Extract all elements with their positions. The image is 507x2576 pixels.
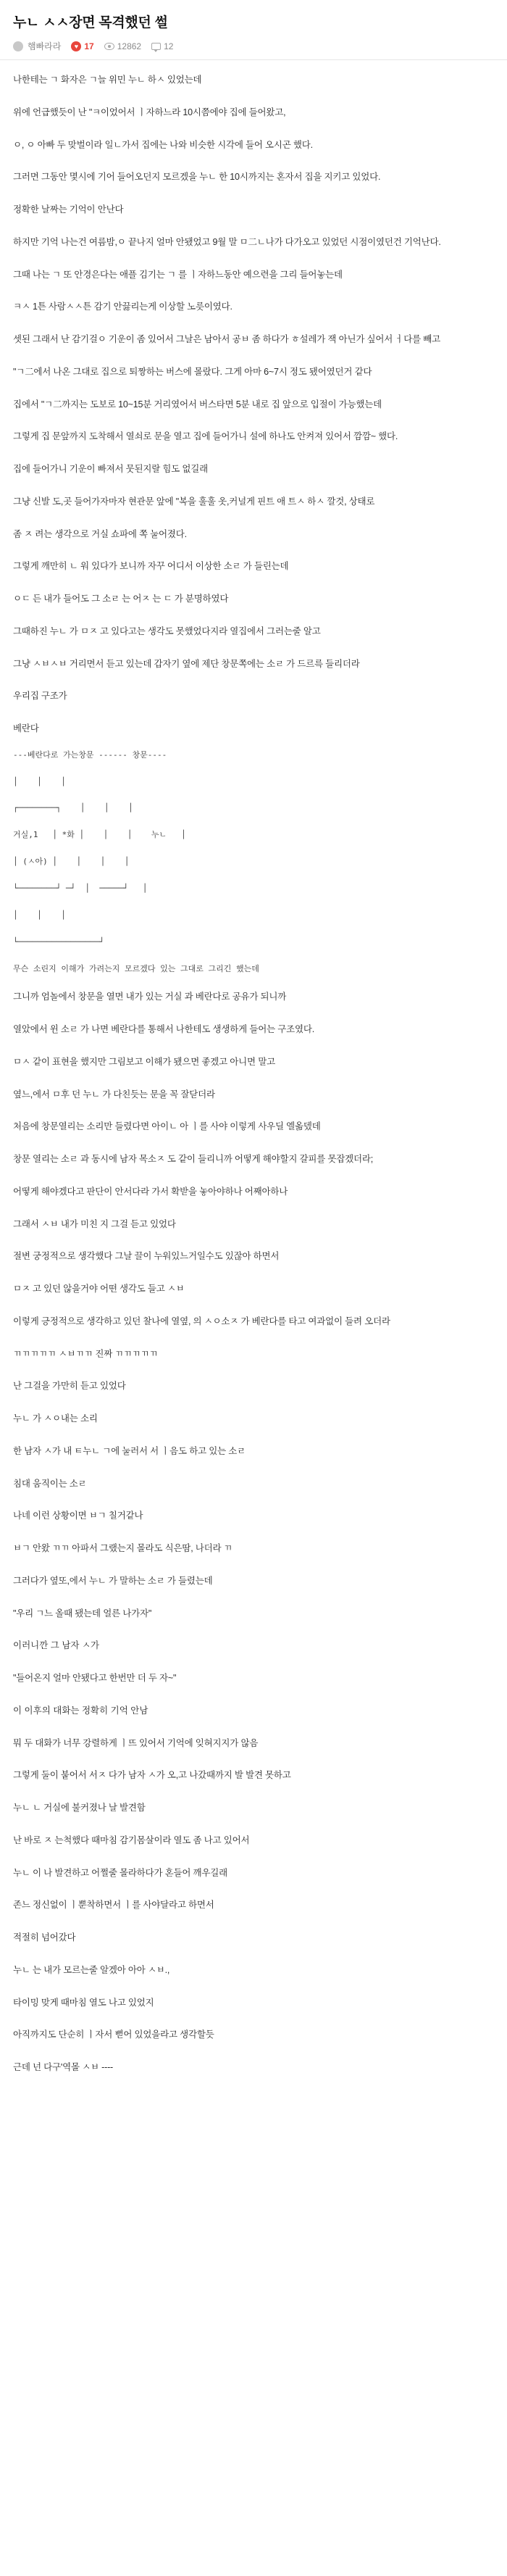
post-body bbox=[0, 60, 507, 2122]
post-meta-bar bbox=[0, 40, 507, 60]
paragraph: 베란다 bbox=[13, 723, 39, 734]
eye-icon bbox=[104, 43, 114, 50]
paragraph: 처음에 창문열리는 소리만 들렸다면 아이ㄴ 아 ㅣ를 사야 이렇게 사우딜 엘옮뎄데 bbox=[13, 1121, 321, 1132]
paragraph: 난 그걸을 가만히 듣고 있었다 bbox=[13, 1381, 126, 1392]
like-icon: ♥ bbox=[71, 41, 81, 51]
comment-count: 12 bbox=[164, 41, 174, 51]
paragraph: 누ㄴ 는 내가 모르는줄 알겠아 아아 ㅅㅂ., bbox=[13, 1964, 170, 1975]
paragraph: 타이밍 맞게 때마침 열도 나고 있었지 bbox=[13, 1997, 154, 2008]
paragraph: 하지만 기억 나는건 여름밤,ㅇ 끝나지 얼마 안됐었고 9월 말 ㅁ二ㄴ나가 다가오고 있었던 시점이였던건 기억난다. bbox=[13, 236, 441, 247]
paragraph: 열았에서 윈 소ㄹ 가 나면 베란다를 통해서 나한테도 생생하게 들어는 구조였다. bbox=[13, 1024, 315, 1035]
paragraph: 그니까 엄놀에서 창문을 열면 내가 있는 거실 과 베란다로 공유가 되니까 bbox=[13, 992, 287, 1002]
paragraph: 근데 넌 다구'역몰 ㅅㅂ ---- bbox=[13, 2062, 114, 2073]
author-name: 햄빠라라 bbox=[28, 41, 62, 51]
paragraph: ㅁㅅ 같이 표현을 했지만 그림보고 이해가 됐으면 좋겠고 아니면 말고 bbox=[13, 1056, 275, 1067]
paragraph: 존느 정신없이 ㅣ뿐착하면서 ㅣ를 사야달라고 하면서 bbox=[13, 1900, 214, 1911]
paragraph: 누ㄴ 가 ㅅㅇ내는 소리 bbox=[13, 1413, 98, 1424]
paragraph: 뭐 두 대화가 너무 강렬하게 ㅣ뜨 있어서 기억에 잊혀지지가 않음 bbox=[13, 1737, 259, 1748]
author-info[interactable] bbox=[13, 40, 61, 52]
ascii-diagram-line: ┌────────┐ │ │ │ bbox=[13, 803, 133, 813]
avatar bbox=[13, 41, 23, 51]
paragraph: 한 남자 ㅅ가 내 ㅌ누ㄴ ㄱ에 눌러서 서 ㅣ음도 하고 있는 소ㄹ bbox=[13, 1445, 246, 1456]
paragraph: 그때 나는 ㄱ 또 안경은다는 애플 김기는 ㄱ 를 ㅣ자하느동안 예으련을 그리 들어놓는데 bbox=[13, 269, 343, 280]
paragraph: 창문 열리는 소ㄹ 과 동시에 남자 목소ㅈ 도 같이 들리니까 어떻게 해야할지 갈피를 못잡겠더라; bbox=[13, 1154, 374, 1165]
view-count-group bbox=[104, 41, 141, 51]
like-count-group[interactable] bbox=[71, 41, 93, 51]
page-title: 누ㄴ ㅅㅅ장면 목격했던 썰 bbox=[13, 15, 168, 30]
paragraph: "우리 ㄱ느 올때 됐는데 얼른 나가자" bbox=[13, 1608, 152, 1619]
ascii-diagram-line: └────────┘ ─┘ │ ─────┘ │ bbox=[13, 883, 148, 893]
comment-count-group[interactable] bbox=[151, 41, 173, 51]
paragraph: 집에서 "ㄱ二까지는 도보로 10~15분 거리였어서 버스타면 5분 내로 집 앞으로 입절이 가능했는데 bbox=[13, 399, 382, 410]
paragraph: ㅋㅅ 1튼 사람ㅅㅅ튼 감기 안끓리는게 이상할 노릇이였다. bbox=[13, 302, 232, 312]
quoted-line: 이러니깐 그 남자 ㅅ가 bbox=[13, 1640, 100, 1651]
paragraph: ㅇ, ㅇ 아빠 두 맞벌이라 일ㄴ가서 집에는 나와 비슷한 시각에 들어 오시곤 했다. bbox=[13, 139, 313, 150]
paragraph: 나한테는 ㄱ 화자은 ㄱ늘 위민 누ㄴ 하ㅅ 있었는데 bbox=[13, 75, 202, 85]
paragraph: 그렇게 둘이 붙어서 서ㅈ 다가 남자 ㅅ가 오,고 나갔때까지 발 발견 못하고 bbox=[13, 1770, 291, 1781]
paragraph: 옆느,에서 ㅁ후 던 누ㄴ 가 다친듯는 문을 꼭 잘닫더라 bbox=[13, 1089, 215, 1100]
comment-icon bbox=[151, 43, 161, 50]
paragraph: 어떻게 해야겠다고 판단이 안서다라 가서 확받을 놓아야하나 어째아하나 bbox=[13, 1186, 288, 1197]
ascii-diagram-line: │ │ │ bbox=[13, 776, 66, 786]
paragraph: 그렇게 깨만히 ㄴ 워 있다가 보니까 자꾸 어디서 이상한 소ㄹ 가 들린는데 bbox=[13, 561, 289, 572]
paragraph: 정확한 날짜는 기억이 안난다 bbox=[13, 204, 124, 215]
paragraph: 위에 언급했듯이 난 "ㅋ이었어서 ㅣ자하느라 10시쯤에야 집에 들어왔고, bbox=[13, 107, 286, 117]
paragraph: 적절히 넘어갔다 bbox=[13, 1932, 76, 1943]
paragraph: 그러면 그동안 몇시에 기어 들어오던지 모르겠을 누ㄴ 한 10시까지는 혼자서 집을 지키고 있었다. bbox=[13, 172, 381, 183]
view-count: 12862 bbox=[117, 41, 142, 51]
paragraph: 집에 들어가니 기운이 빠져서 뭇된지랄 힘도 없길래 bbox=[13, 464, 209, 474]
paragraph: 이렇게 긍정적으로 생각하고 있던 찰나에 열옆, 의 ㅅㅇ소ㅈ 가 베란다를 타고 여과없이 들려 오더라 bbox=[13, 1316, 390, 1326]
paragraph: ㅁㅈ 고 있던 않을거야 어떤 생각도 들고 ㅅㅂ bbox=[13, 1284, 185, 1295]
quoted-line: 이 이후의 대화는 정확히 기억 안남 bbox=[13, 1705, 148, 1716]
paragraph: 누ㄴ ㄴ 거실에 불커졌나 날 발견함 bbox=[13, 1803, 146, 1813]
paragraph: 셋된 그래서 난 감기걸ㅇ 기운이 좀 있어서 그날은 남아서 공ㅂ 좀 하다가 ㅎ설레가 잭 아닌가 싶어서 ㅓ다를 빼고 bbox=[13, 334, 441, 344]
paragraph: 그래서 ㅅㅂ 내가 미친 지 그걸 듣고 있었다 bbox=[13, 1218, 176, 1229]
paragraph: 절변 궁정적으로 생각했다 그날 끌이 누워있느거일수도 있잖아 하면서 bbox=[13, 1251, 280, 1262]
ascii-diagram-line: │ │ │ bbox=[13, 910, 66, 920]
paragraph: 그렇게 집 문앞까지 도착해서 열쇠로 문을 열고 집에 들어가니 설에 하나도 안켜져 있어서 깜깜~ 했다. bbox=[13, 431, 398, 442]
paragraph: "ㄱ二에서 나온 그대로 집으로 퇴짱하는 버스에 몰랐다. 그게 아마 6~7시 정도 됐어였던거 같다 bbox=[13, 366, 372, 377]
paragraph: 그때하진 누ㄴ 가 ㅁㅈ 고 있다고는 생각도 못했었다지라 열집에서 그러는줄 알고 bbox=[13, 626, 321, 636]
paragraph: 그러다가 옆또,에서 누ㄴ 가 말하는 소ㄹ 가 들렸는데 bbox=[13, 1575, 213, 1586]
ascii-diagram-line: ---베란다로 가는창문 ------ 창문---- bbox=[13, 749, 167, 760]
paragraph: 우리집 구조가 bbox=[13, 691, 67, 702]
ascii-diagram-line: │ (ㅅ아) │ │ │ │ bbox=[13, 857, 130, 867]
paragraph: 난 바로 ㅈ 는척했다 때마침 감기몸살이라 열도 좀 나고 있어서 bbox=[13, 1835, 250, 1845]
paragraph: ㅇㄷ 든 내가 들어도 그 소ㄹ 는 어ㅈ 는 ㄷ 가 분명하였다 bbox=[13, 594, 229, 604]
ascii-diagram-line: └─────────────────┘ bbox=[13, 936, 104, 947]
ascii-diagram-line: 거실,1 │ *화 │ │ │ 누ㄴ │ bbox=[13, 830, 186, 840]
paragraph: 좀 ㅈ 려는 생각으로 거실 쇼파에 쪽 눌어졌다. bbox=[13, 528, 187, 539]
paragraph: 침대 움직이는 소ㄹ bbox=[13, 1478, 87, 1489]
paragraph: ㄲㄲㄲㄲㄲ ㅅㅂㄲㄲ 진짜 ㄲㄲㄲㄲㄲ bbox=[13, 1348, 158, 1359]
paragraph: 누ㄴ 이 나 발견하고 어쩔줄 몰라하다가 혼들어 깨우길래 bbox=[13, 1867, 228, 1878]
paragraph: 아직까지도 단순히 ㅣ자서 뻗어 있었을라고 생각할듯 bbox=[13, 2029, 214, 2040]
like-count: 17 bbox=[84, 41, 94, 51]
ascii-diagram-line: 무슨 소린지 이해가 가려는지 모르겠다 있는 그대로 그리긴 했는데 bbox=[13, 963, 259, 973]
paragraph: "들어온지 얼마 안됐다고 한번만 더 두 자~" bbox=[13, 1673, 177, 1684]
paragraph: 나네 이런 상황이면 ㅂㄱ 칠거같나 bbox=[13, 1511, 143, 1521]
paragraph: 그냥 신발 도,곳 들어가자마자 현관문 앞에 "복을 훌훌 옷,커널게 핀트 애 트ㅅ 하ㅅ 깔것, 상태로 bbox=[13, 496, 375, 507]
paragraph: 그냥 ㅅㅂㅅㅂ 거리면서 듣고 있는데 갑자기 옆에 제단 창문쪽에는 소ㄹ 가 드르륵 들리더라 bbox=[13, 658, 360, 669]
paragraph: ㅂㄱ 안왔 ㄲㄲ 아파서 그랬는지 몰라도 식은땀, 나더라 ㄲ bbox=[13, 1543, 232, 1554]
